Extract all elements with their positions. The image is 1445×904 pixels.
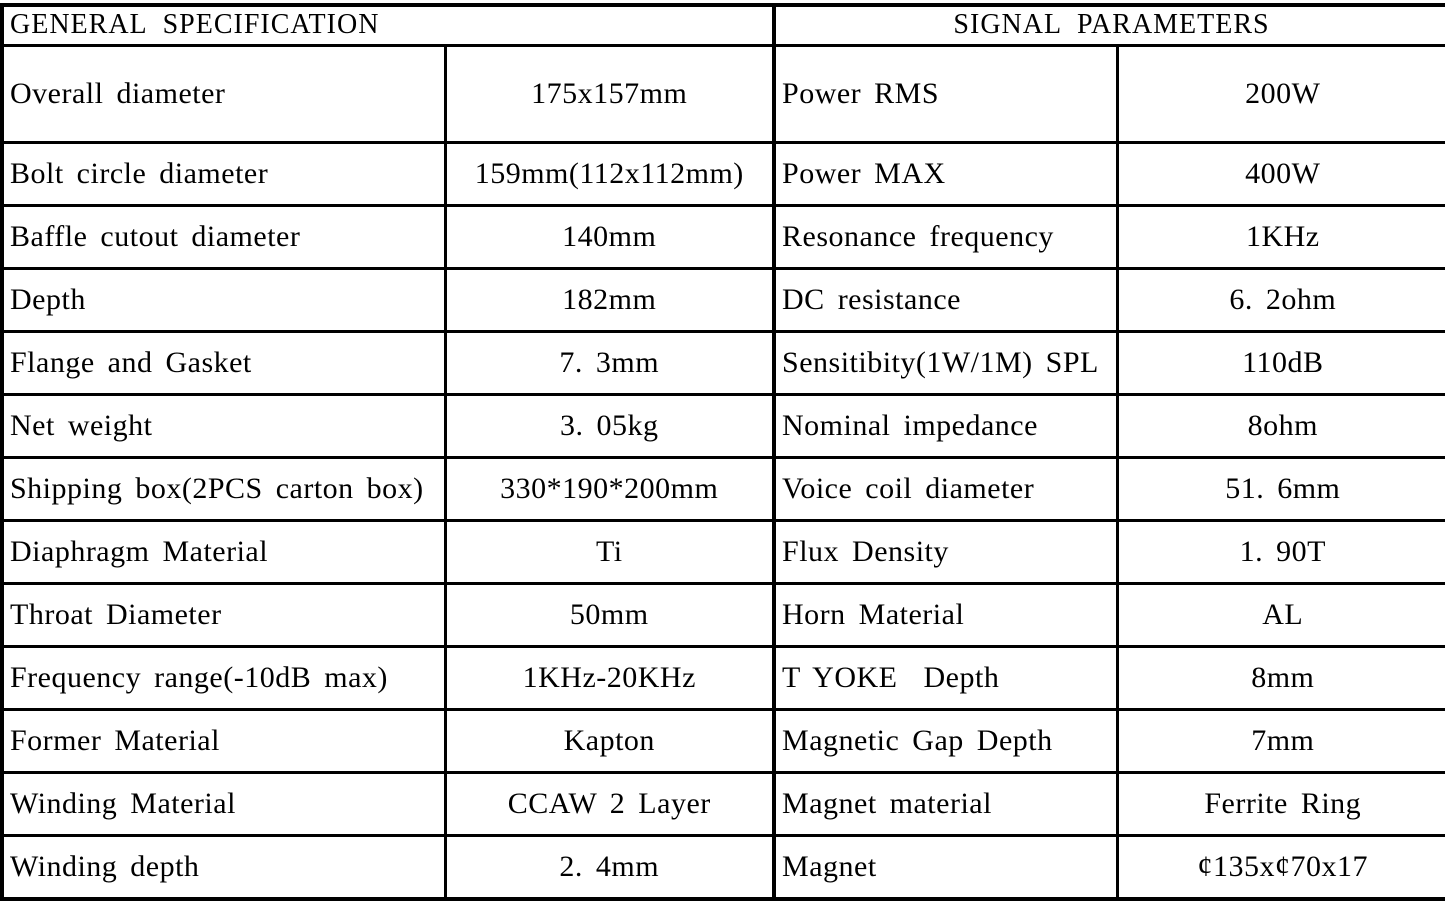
spec-row bbox=[2, 143, 774, 206]
spec-value-cell: 1KHz-20KHz bbox=[445, 647, 774, 710]
spec-row bbox=[776, 647, 1445, 710]
spec-value-cell: 2. 4mm bbox=[445, 836, 774, 899]
spec-label-cell: Flux Density bbox=[776, 521, 1117, 584]
spec-label-cell: Horn Material bbox=[776, 584, 1117, 647]
spec-label-cell: Power MAX bbox=[776, 143, 1117, 206]
spec-label-cell: Diaphragm Material bbox=[2, 521, 445, 584]
spec-row bbox=[776, 773, 1445, 836]
spec-row bbox=[2, 521, 774, 584]
spec-row bbox=[776, 395, 1445, 458]
spec-value-cell: CCAW 2 Layer bbox=[445, 773, 774, 836]
spec-label-cell: Power RMS bbox=[776, 45, 1117, 143]
spec-value-cell: 6. 2ohm bbox=[1117, 269, 1445, 332]
spec-value-cell: ¢135x¢70x17 bbox=[1117, 836, 1445, 899]
spec-row bbox=[2, 647, 774, 710]
spec-value-cell: 159mm(112x112mm) bbox=[445, 143, 774, 206]
spec-row bbox=[776, 458, 1445, 521]
spec-label-cell: Former Material bbox=[2, 710, 445, 773]
spec-row bbox=[2, 206, 774, 269]
spec-row bbox=[776, 521, 1445, 584]
spec-value-cell: 50mm bbox=[445, 584, 774, 647]
spec-label-cell: Bolt circle diameter bbox=[2, 143, 445, 206]
spec-row bbox=[776, 45, 1445, 143]
spec-row bbox=[2, 458, 774, 521]
spec-row bbox=[776, 710, 1445, 773]
general-specification-table bbox=[0, 3, 776, 901]
spec-row bbox=[2, 332, 774, 395]
spec-label-cell: Frequency range(-10dB max) bbox=[2, 647, 445, 710]
spec-row bbox=[2, 45, 774, 143]
spec-value-cell: 182mm bbox=[445, 269, 774, 332]
spec-row bbox=[2, 836, 774, 899]
spec-value-cell: AL bbox=[1117, 584, 1445, 647]
spec-value-cell: 3. 05kg bbox=[445, 395, 774, 458]
signal-parameters-header: SIGNAL PARAMETERS bbox=[776, 5, 1445, 45]
spec-row bbox=[776, 143, 1445, 206]
spec-value-cell: 330*190*200mm bbox=[445, 458, 774, 521]
spec-row bbox=[776, 584, 1445, 647]
spec-value-cell: 51. 6mm bbox=[1117, 458, 1445, 521]
spec-label-cell: Nominal impedance bbox=[776, 395, 1117, 458]
spec-label-cell: T YOKE Depth bbox=[776, 647, 1117, 710]
spec-value-cell: 400W bbox=[1117, 143, 1445, 206]
signal-parameters-table bbox=[776, 3, 1445, 901]
spec-row bbox=[2, 584, 774, 647]
spec-value-cell: 140mm bbox=[445, 206, 774, 269]
spec-label-cell: Depth bbox=[2, 269, 445, 332]
spec-label-cell: Winding Material bbox=[2, 773, 445, 836]
spec-value-cell: 8mm bbox=[1117, 647, 1445, 710]
spec-label-cell: Overall diameter bbox=[2, 45, 445, 143]
spec-value-cell: Kapton bbox=[445, 710, 774, 773]
general-specification-header: GENERAL SPECIFICATION bbox=[2, 5, 774, 45]
spec-label-cell: Flange and Gasket bbox=[2, 332, 445, 395]
spec-row bbox=[2, 269, 774, 332]
spec-label-cell: Magnet bbox=[776, 836, 1117, 899]
spec-value-cell: 7. 3mm bbox=[445, 332, 774, 395]
spec-value-cell: 200W bbox=[1117, 45, 1445, 143]
spec-label-cell: Magnet material bbox=[776, 773, 1117, 836]
spec-value-cell: Ti bbox=[445, 521, 774, 584]
spec-value-cell: Ferrite Ring bbox=[1117, 773, 1445, 836]
spec-row bbox=[776, 332, 1445, 395]
table-header-row bbox=[2, 5, 774, 45]
table-header-row bbox=[776, 5, 1445, 45]
spec-label-cell: Throat Diameter bbox=[2, 584, 445, 647]
spec-value-cell: 8ohm bbox=[1117, 395, 1445, 458]
spec-value-cell: 1. 90T bbox=[1117, 521, 1445, 584]
spec-value-cell: 7mm bbox=[1117, 710, 1445, 773]
spec-label-cell: DC resistance bbox=[776, 269, 1117, 332]
spec-row bbox=[2, 773, 774, 836]
spec-row bbox=[776, 836, 1445, 899]
spec-label-cell: Sensitibity(1W/1M) SPL bbox=[776, 332, 1117, 395]
spec-value-cell: 1KHz bbox=[1117, 206, 1445, 269]
spec-label-cell: Resonance frequency bbox=[776, 206, 1117, 269]
spec-value-cell: 175x157mm bbox=[445, 45, 774, 143]
spec-label-cell: Shipping box(2PCS carton box) bbox=[2, 458, 445, 521]
spec-row bbox=[2, 710, 774, 773]
spec-row bbox=[776, 206, 1445, 269]
spec-label-cell: Winding depth bbox=[2, 836, 445, 899]
spec-label-cell: Voice coil diameter bbox=[776, 458, 1117, 521]
spec-value-cell: 110dB bbox=[1117, 332, 1445, 395]
spec-label-cell: Baffle cutout diameter bbox=[2, 206, 445, 269]
spec-row bbox=[2, 395, 774, 458]
spec-row bbox=[776, 269, 1445, 332]
spec-label-cell: Net weight bbox=[2, 395, 445, 458]
spec-label-cell: Magnetic Gap Depth bbox=[776, 710, 1117, 773]
